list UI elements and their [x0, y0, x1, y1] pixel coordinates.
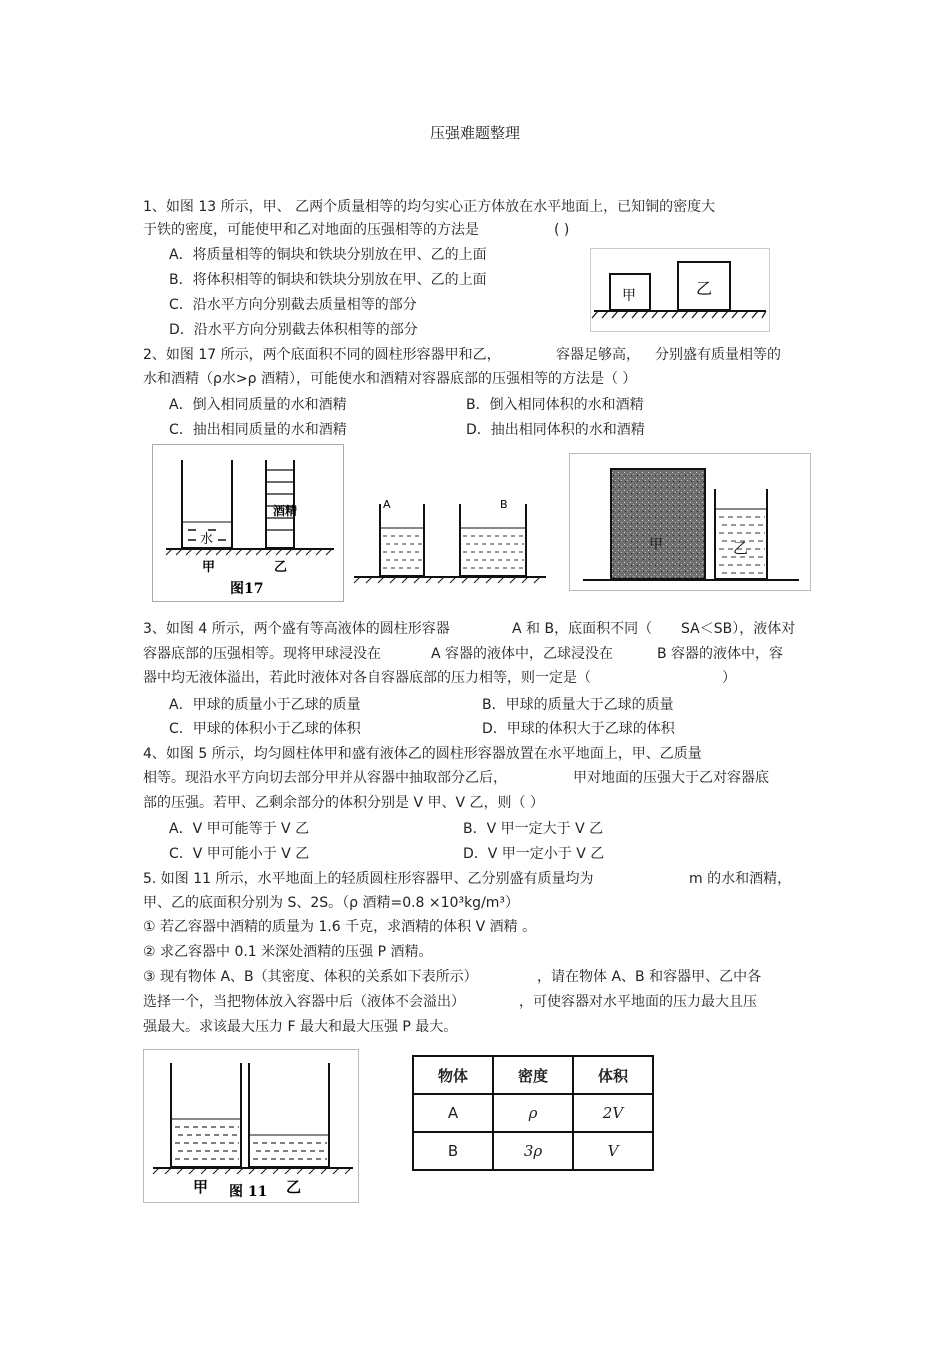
fig17-alcohol-label: 酒精 [273, 504, 298, 518]
q2-option-c: C．抽出相同质量的水和酒精 [169, 422, 347, 438]
q4-option-d: D．V 甲一定小于 V 乙 [463, 846, 605, 862]
q3-stem-line1a: 3、如图 4 所示，两个盛有等高液体的圆柱形容器 [143, 621, 450, 637]
fig5-yi-label: 乙 [733, 539, 749, 557]
q1-stem-line2: 于铁的密度，可能使甲和乙对地面的压强相等的方法是 [143, 222, 479, 238]
fig17-caption: 图17 [230, 581, 264, 597]
q4-stem-line3: 部的压强。若甲、乙剩余部分的体积分别是 V 甲、V 乙，则（ ） [143, 795, 544, 811]
q2-stem-line1b: 容器足够高， [556, 347, 640, 363]
q1-stem-line1: 1、如图 13 所示，甲、 乙两个质量相等的均匀实心正方体放在水平地面上，已知铜的密度大 [143, 199, 716, 215]
q3-stem-line2a: 容器底部的压强相等。现将甲球浸没在 [143, 646, 381, 662]
table-header-volume: 体积 [573, 1056, 653, 1094]
q4-stem-line2b: 甲对地面的压强大于乙对容器底 [573, 770, 769, 786]
q2-option-b: B．倒入相同体积的水和酒精 [466, 397, 644, 413]
q2-figure-17 [152, 444, 344, 602]
q5-subquestion-3e: 强最大。求该最大压力 F 最大和最大压强 P 最大。 [143, 1019, 458, 1035]
q1-answer-paren: ( ) [554, 222, 570, 238]
q5-stem-line1b: m 的水和酒精， [689, 871, 792, 887]
fig17-jia-label: 甲 [202, 560, 216, 575]
q2-option-a: A．倒入相同质量的水和酒精 [169, 397, 347, 413]
figab-label-a: A [383, 498, 391, 511]
q4-stem-line2a: 相等。现沿水平方向切去部分甲并从容器中抽取部分乙后， [143, 770, 507, 786]
q4-option-a: A．V 甲可能等于 V 乙 [169, 821, 310, 837]
q4-option-b: B．V 甲一定大于 V 乙 [463, 821, 604, 837]
q1-option-b: B．将体积相等的铜块和铁块分别放在甲、乙的上面 [169, 272, 487, 288]
table-cell: 2V [573, 1094, 653, 1132]
q3-stem-line1b: A 和 B，底面积不同（ [512, 621, 653, 637]
q5-subquestion-3a: ③ 现有物体 A、B（其密度、体积的关系如下表所示） [143, 969, 478, 985]
q1-figure-cubes [590, 248, 770, 332]
table-header-object: 物体 [413, 1056, 493, 1094]
table-cell: ρ [493, 1094, 573, 1132]
q1-option-d: D．沿水平方向分别截去体积相等的部分 [169, 322, 418, 338]
q3-stem-line2c: B 容器的液体中，容 [657, 646, 784, 662]
table-header-row [413, 1056, 653, 1094]
table-header-density: 密度 [493, 1056, 573, 1094]
q3-stem-line2b: A 容器的液体中，乙球浸没在 [431, 646, 614, 662]
fig17-water-label: 水 [200, 532, 214, 547]
q4-stem-line1: 4、如图 5 所示，均匀圆柱体甲和盛有液体乙的圆柱形容器放置在水平地面上，甲、乙质量 [143, 746, 702, 762]
figab-label-b: B [500, 498, 508, 511]
table-cell: B [413, 1132, 493, 1170]
q3-option-d: D．甲球的体积大于乙球的体积 [482, 721, 675, 737]
q3-option-b: B．甲球的质量大于乙球的质量 [482, 697, 674, 713]
q5-stem-line2: 甲、乙的底面积分别为 S、2S。（ρ 酒精=0.8 ×10³kg/m³） [143, 895, 520, 911]
q3-option-c: C．甲球的体积小于乙球的体积 [169, 721, 361, 737]
fig11-jia-label: 甲 [193, 1178, 209, 1196]
q5-subquestion-3d: ，可使容器对水平地面的压力最大且压 [519, 994, 757, 1010]
page-title: 压强难题整理 [429, 124, 520, 142]
q5-figure-11 [143, 1049, 359, 1203]
q5-subquestion-1: ① 若乙容器中酒精的质量为 1.6 千克，求酒精的体积 V 酒精 。 [143, 919, 537, 935]
fig5-jia-label: 甲 [649, 537, 663, 553]
q4-option-c: C．V 甲可能小于 V 乙 [169, 846, 310, 862]
q5-subquestion-3c: 选择一个，当把物体放入容器中后（液体不会溢出） [143, 994, 465, 1010]
q1-option-c: C．沿水平方向分别截去质量相等的部分 [169, 297, 417, 313]
table-cell: A [413, 1094, 493, 1132]
q1-option-a: A．将质量相等的铜块和铁块分别放在甲、乙的上面 [169, 247, 487, 263]
q1-fig-label-jia: 甲 [622, 288, 636, 304]
table-cell: 3ρ [493, 1132, 573, 1170]
fig17-yi-label: 乙 [274, 560, 288, 575]
q3-stem-line1c: SA＜SB），液体对 [681, 621, 796, 637]
fig11-caption: 图 11 [229, 1184, 268, 1200]
table-cell: V [573, 1132, 653, 1170]
fig11-yi-label: 乙 [286, 1178, 302, 1196]
q3-stem-line3a: 器中均无液体溢出，若此时液体对各自容器底部的压力相等，则一定是（ [143, 670, 591, 686]
q2-stem-line1c: 分别盛有质量相等的 [655, 347, 781, 363]
q3-stem-line3b: ） [722, 670, 736, 686]
q3-figure-containers-ab [350, 494, 550, 586]
q2-stem-line1a: 2、如图 17 所示，两个底面积不同的圆柱形容器甲和乙， [143, 347, 501, 363]
q5-stem-line1a: 5. 如图 11 所示，水平地面上的轻质圆柱形容器甲、乙分别盛有质量均为 [143, 871, 594, 887]
q1-fig-label-yi: 乙 [696, 279, 713, 298]
q5-subquestion-2: ② 求乙容器中 0.1 米深处酒精的压强 P 酒精。 [143, 944, 433, 960]
q5-density-volume-table [412, 1055, 654, 1171]
q3-option-a: A．甲球的质量小于乙球的质量 [169, 697, 361, 713]
table-row [413, 1132, 653, 1170]
table-row [413, 1094, 653, 1132]
q2-stem-line2: 水和酒精（ρ水>ρ 酒精），可能使水和酒精对容器底部的压强相等的方法是（ ） [143, 371, 637, 387]
q5-subquestion-3b: ，请在物体 A、B 和容器甲、乙中各 [537, 969, 762, 985]
q4-figure-cylinder-container [569, 453, 811, 591]
q2-option-d: D．抽出相同体积的水和酒精 [466, 422, 645, 438]
